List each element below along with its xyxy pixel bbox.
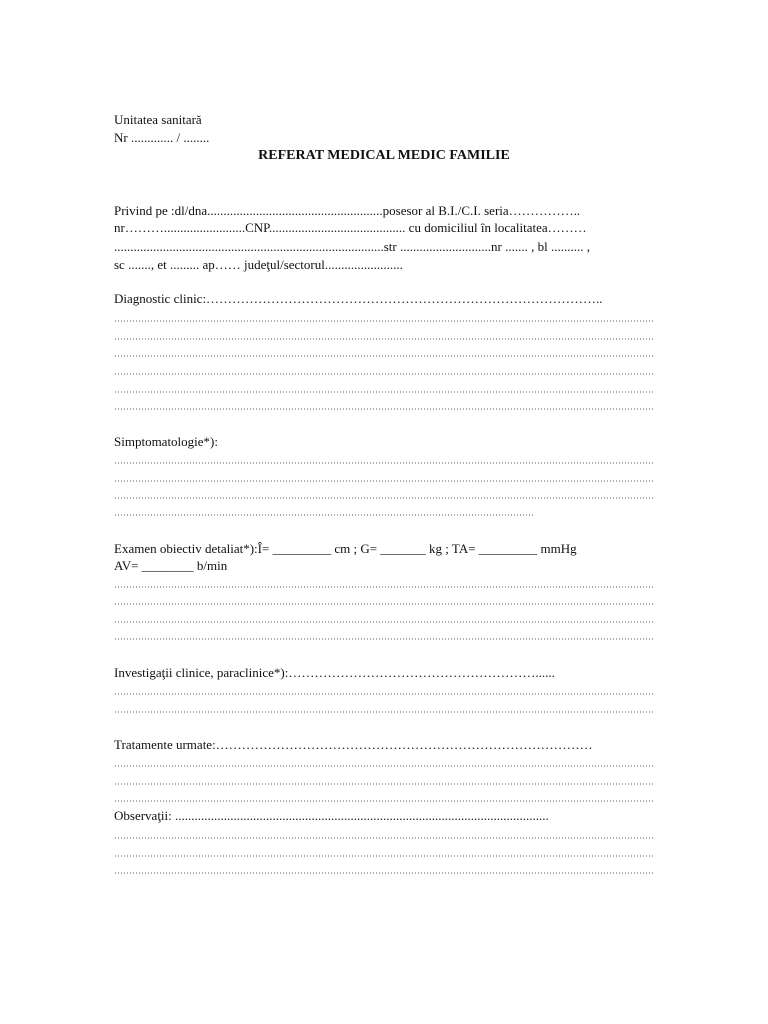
- registration-number: Nr ............. / ........: [114, 130, 210, 145]
- diagnostic-dotted-line: [114, 338, 655, 340]
- exam-dotted-line: [114, 621, 655, 623]
- exam-dotted-line: [114, 586, 655, 588]
- exam-dotted-line: [114, 603, 655, 605]
- exam-dotted-line: [114, 638, 655, 640]
- observations-label: Observaţii: ...................................................................................................................: [114, 808, 549, 823]
- symptoms-label: Simptomatologie*):: [114, 434, 218, 449]
- exam-line-1: Examen obiectiv detaliat*):Î= _________ cm ; G= _______ kg ; TA= _________ mmHg: [114, 541, 577, 556]
- investigations-dotted-line: [114, 711, 655, 713]
- patient-line-2: nr……….........................CNP.......................................... cu domiciliul în localitatea………: [114, 220, 587, 235]
- observations-dotted-line: [114, 872, 655, 874]
- diagnostic-dotted-line: [114, 373, 655, 375]
- observations-dotted-line: [114, 837, 655, 839]
- investigations-dotted-line: [114, 693, 655, 695]
- patient-line-3: ...................................................................................str ............................nr ....... , bl .......... ,: [114, 239, 590, 254]
- diagnostic-dotted-line: [114, 391, 655, 393]
- treatments-dotted-line: [114, 765, 655, 767]
- treatments-label: Tratamente urmate:……………………………………………………………………………: [114, 737, 593, 752]
- symptoms-dotted-line: [114, 480, 655, 482]
- exam-line-2: AV= ________ b/min: [114, 558, 228, 573]
- treatments-dotted-line: [114, 800, 655, 802]
- diagnostic-dotted-line: [114, 320, 655, 322]
- page-title: REFERAT MEDICAL MEDIC FAMILIE: [258, 148, 510, 163]
- patient-line-4: sc ......., et ......... ap…… judeţul/sectorul........................: [114, 257, 403, 272]
- diagnostic-dotted-line: [114, 355, 655, 357]
- treatments-dotted-line: [114, 783, 655, 785]
- observations-dotted-line: [114, 855, 655, 857]
- unit-label: Unitatea sanitară: [114, 112, 202, 127]
- diagnostic-label: Diagnostic clinic:………………………………………………………………………………..: [114, 291, 603, 306]
- investigations-label: Investigaţii clinice, paraclinice*):…………………………………………………......: [114, 665, 555, 680]
- symptoms-dotted-line: [114, 462, 655, 464]
- diagnostic-dotted-line: [114, 408, 655, 410]
- patient-line-1: Privind pe :dl/dna......................................................posesor al B.I./C.I. seria……………..: [114, 203, 581, 218]
- symptoms-dotted-line: [114, 497, 655, 499]
- symptoms-dotted-line: [114, 514, 534, 516]
